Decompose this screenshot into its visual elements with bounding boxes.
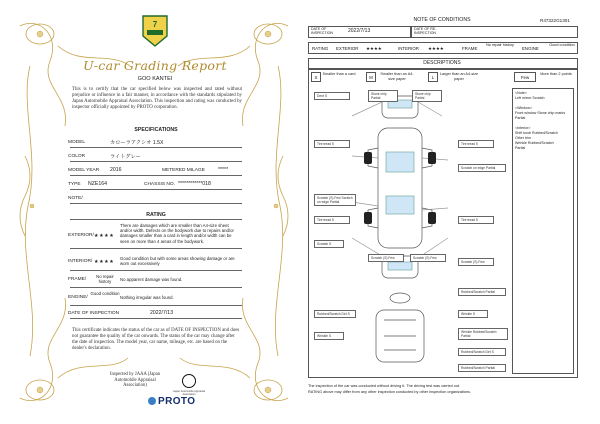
jaaa-caption: Japan Automobile Appraisal Association bbox=[172, 390, 205, 396]
model-year-label: MODEL YEAR bbox=[68, 168, 100, 173]
note-label: NOTE/ bbox=[68, 196, 83, 201]
model-year-value: 2016 bbox=[110, 167, 122, 173]
exterior-label: EXTERIOR/ bbox=[68, 233, 94, 238]
callout: Stone chip Partial bbox=[412, 90, 442, 102]
mileage-label: METERED MILAGE bbox=[162, 168, 205, 173]
frame-label: FRAME bbox=[462, 46, 478, 51]
callout: Rubbed/Scratch Partial bbox=[458, 364, 506, 372]
type-label: TYPE bbox=[68, 182, 81, 187]
proto-logo-icon bbox=[148, 397, 156, 405]
callout: Wrinkle S bbox=[314, 332, 344, 340]
note-line: Partial bbox=[515, 146, 526, 150]
goo-kantei-logo-icon bbox=[141, 14, 169, 48]
divider bbox=[308, 68, 578, 70]
callout: Stone chip Partial bbox=[368, 90, 398, 102]
callout: Wrinkle Rubbed/Scratch Partial bbox=[458, 328, 508, 340]
grading-certificate bbox=[10, 6, 298, 418]
specifications-heading: SPECIFICATIONS bbox=[134, 127, 178, 133]
frame-label: FRAME/ bbox=[68, 277, 87, 282]
sheet-code: R47322G1301 bbox=[540, 18, 570, 23]
exterior-stars: ★★★★ bbox=[94, 233, 115, 239]
date-inspection-value: 2022/7/13 bbox=[348, 28, 371, 34]
legend-key-few-text: Few bbox=[520, 75, 530, 80]
sheet-footer-2: RATING above may differ from any other inspection conducted by other inspection organizations. bbox=[308, 390, 472, 394]
engine-value: Good condition bbox=[90, 291, 120, 296]
legend-few-desc: More than 2 points bbox=[540, 72, 572, 76]
divider bbox=[70, 318, 242, 319]
callout: Tire tread 5 bbox=[314, 216, 350, 224]
interior-description: Good condition but with some areas showing damage or are worn out excessively bbox=[120, 256, 235, 267]
exterior-stars: ★★★★ bbox=[366, 46, 382, 51]
note-line: <Window> bbox=[515, 106, 532, 110]
model-label: MODEL bbox=[68, 140, 86, 145]
descriptions-heading: DESCRIPTIONS bbox=[423, 60, 461, 66]
sheet-title: NOTE OF CONDITIONS bbox=[413, 17, 471, 23]
proto-logo bbox=[148, 396, 195, 407]
note-line: Shift knob Rubbed/Scratch bbox=[515, 131, 558, 135]
date-inspection-label: DATE OF INSPECTION bbox=[311, 27, 333, 36]
callout: Rubbed/Scratch Partial bbox=[458, 288, 506, 296]
callout: Scratch (S) Few Scratch on edge Partial bbox=[314, 194, 356, 206]
frame-description: No apparent damage was found. bbox=[120, 277, 183, 282]
inspected-by: Inspected by JAAA (Japan Automobile Appraisal Association) bbox=[109, 372, 161, 389]
rating-heading: RATING bbox=[146, 212, 166, 218]
note-line: Other trim bbox=[515, 136, 531, 140]
certificate-subtitle: GOO KANTEI bbox=[137, 76, 173, 82]
engine-value: Good condition bbox=[549, 43, 575, 47]
car-diagram bbox=[342, 88, 458, 374]
interior-stars: ★★★★ bbox=[428, 46, 444, 51]
certificate-intro: This is to certify that the car specified below was inspected and rated without prejudice or influence in a fair manner, in accordance with the standards stipulated by Japan Automobile Appraisal Association. This inspection and rating was conducted by inspector officially appointed by PROTO corporation. bbox=[72, 87, 242, 111]
divider bbox=[70, 161, 242, 162]
legend-key-l-text: L bbox=[431, 75, 435, 80]
callout: Rubbed/Scratch Dirt S bbox=[458, 348, 506, 356]
chassis-value: ************018 bbox=[178, 181, 211, 187]
sheet-footer-1: The inspection of the car was conducted without driving it. The driving test was carried out. bbox=[308, 384, 461, 388]
color-value: ライトグレー bbox=[110, 154, 141, 160]
note-line: Wrinkle Rubbed/Scratch bbox=[515, 141, 554, 145]
frame-value: No repair history bbox=[486, 43, 514, 47]
inspection-date-label: DATE OF INSPECTION bbox=[68, 311, 120, 316]
callout: Wrinkle S bbox=[458, 310, 488, 318]
frame-value: No repair history bbox=[96, 274, 114, 285]
jaaa-logo-icon bbox=[182, 374, 196, 388]
condition-sheet bbox=[302, 14, 586, 412]
divider bbox=[70, 287, 242, 288]
engine-label: ENGINE bbox=[522, 46, 539, 51]
divider bbox=[70, 248, 242, 249]
divider bbox=[70, 147, 242, 148]
callout: Scratch on edge Partial bbox=[458, 164, 506, 172]
divider bbox=[70, 270, 242, 271]
legend-key-m-text: M bbox=[369, 75, 373, 80]
note-line: Front window Stone chip marks Partial bbox=[515, 111, 566, 120]
color-label: COLOR bbox=[68, 154, 86, 159]
callout: Scratch S bbox=[314, 240, 344, 248]
exterior-description: There are damages which are smaller than A4-size sheet and/or width. Defects on the bodywork due to repairs and/or damages smaller than a card in length and/or width can be seen on more than 4 areas of the bodywork. bbox=[120, 223, 234, 244]
proto-logo-text: PROTO bbox=[158, 396, 196, 407]
divider bbox=[70, 219, 242, 220]
certificate-footer: This certificate indicates the status of the car as of DATE OF INSPECTION and does not guarantee the quality of the car onwards. The status of the car may change after the date of inspection. The model year, car name, mileage, etc. are based on the dealer's declaration. bbox=[72, 328, 240, 352]
callout: Dent S bbox=[314, 92, 350, 100]
divider bbox=[70, 189, 242, 190]
callout: Tire tread 5 bbox=[458, 216, 494, 224]
divider bbox=[70, 305, 242, 306]
callout: Scratch (S) Few bbox=[368, 254, 404, 262]
callout: Scratch (S) Few bbox=[458, 258, 494, 266]
certificate-title: U-car Grading Report bbox=[83, 58, 227, 73]
callout: Scratch (S) Few bbox=[410, 254, 446, 262]
chassis-label: CHASSIS NO. bbox=[144, 182, 175, 187]
model-value: カローラアクシオ 1.5X bbox=[110, 140, 164, 146]
legend-l-desc: Larger than an A4-size paper bbox=[439, 72, 479, 81]
interior-label: INTERIOR/ bbox=[68, 259, 93, 264]
rating-label: RATING bbox=[312, 46, 329, 51]
legend-key-s-text: S bbox=[314, 75, 318, 80]
divider bbox=[70, 175, 242, 176]
interior-stars: ★★★★ bbox=[94, 259, 115, 265]
inspection-date-value: 2022/7/13 bbox=[150, 310, 174, 316]
svg-text:7: 7 bbox=[152, 20, 158, 29]
legend-m-desc: Smaller than an A4-size paper bbox=[380, 72, 414, 81]
mileage-value: ***** bbox=[218, 167, 229, 173]
engine-label: ENGINE/ bbox=[68, 295, 88, 300]
divider bbox=[410, 26, 412, 38]
callout: Tire tread 5 bbox=[458, 140, 494, 148]
callout: Rubbed/Scratch Dirt S bbox=[314, 310, 356, 318]
notes-title: <Note> bbox=[515, 91, 527, 95]
divider bbox=[70, 203, 242, 204]
engine-description: Nothing irregular was found. bbox=[120, 295, 174, 300]
exterior-label: EXTERIOR bbox=[336, 46, 359, 51]
note-line: <Interior> bbox=[515, 126, 531, 130]
callout: Tire tread 5 bbox=[314, 140, 350, 148]
legend-s-desc: Smaller than a card bbox=[322, 72, 356, 76]
date-reinspection-label: DATE OF RE-INSPECTION bbox=[414, 27, 437, 36]
note-line: Left mirror Scratch bbox=[515, 96, 545, 100]
type-value: NZE164 bbox=[88, 181, 108, 187]
interior-label: INTERIOR bbox=[398, 46, 419, 51]
